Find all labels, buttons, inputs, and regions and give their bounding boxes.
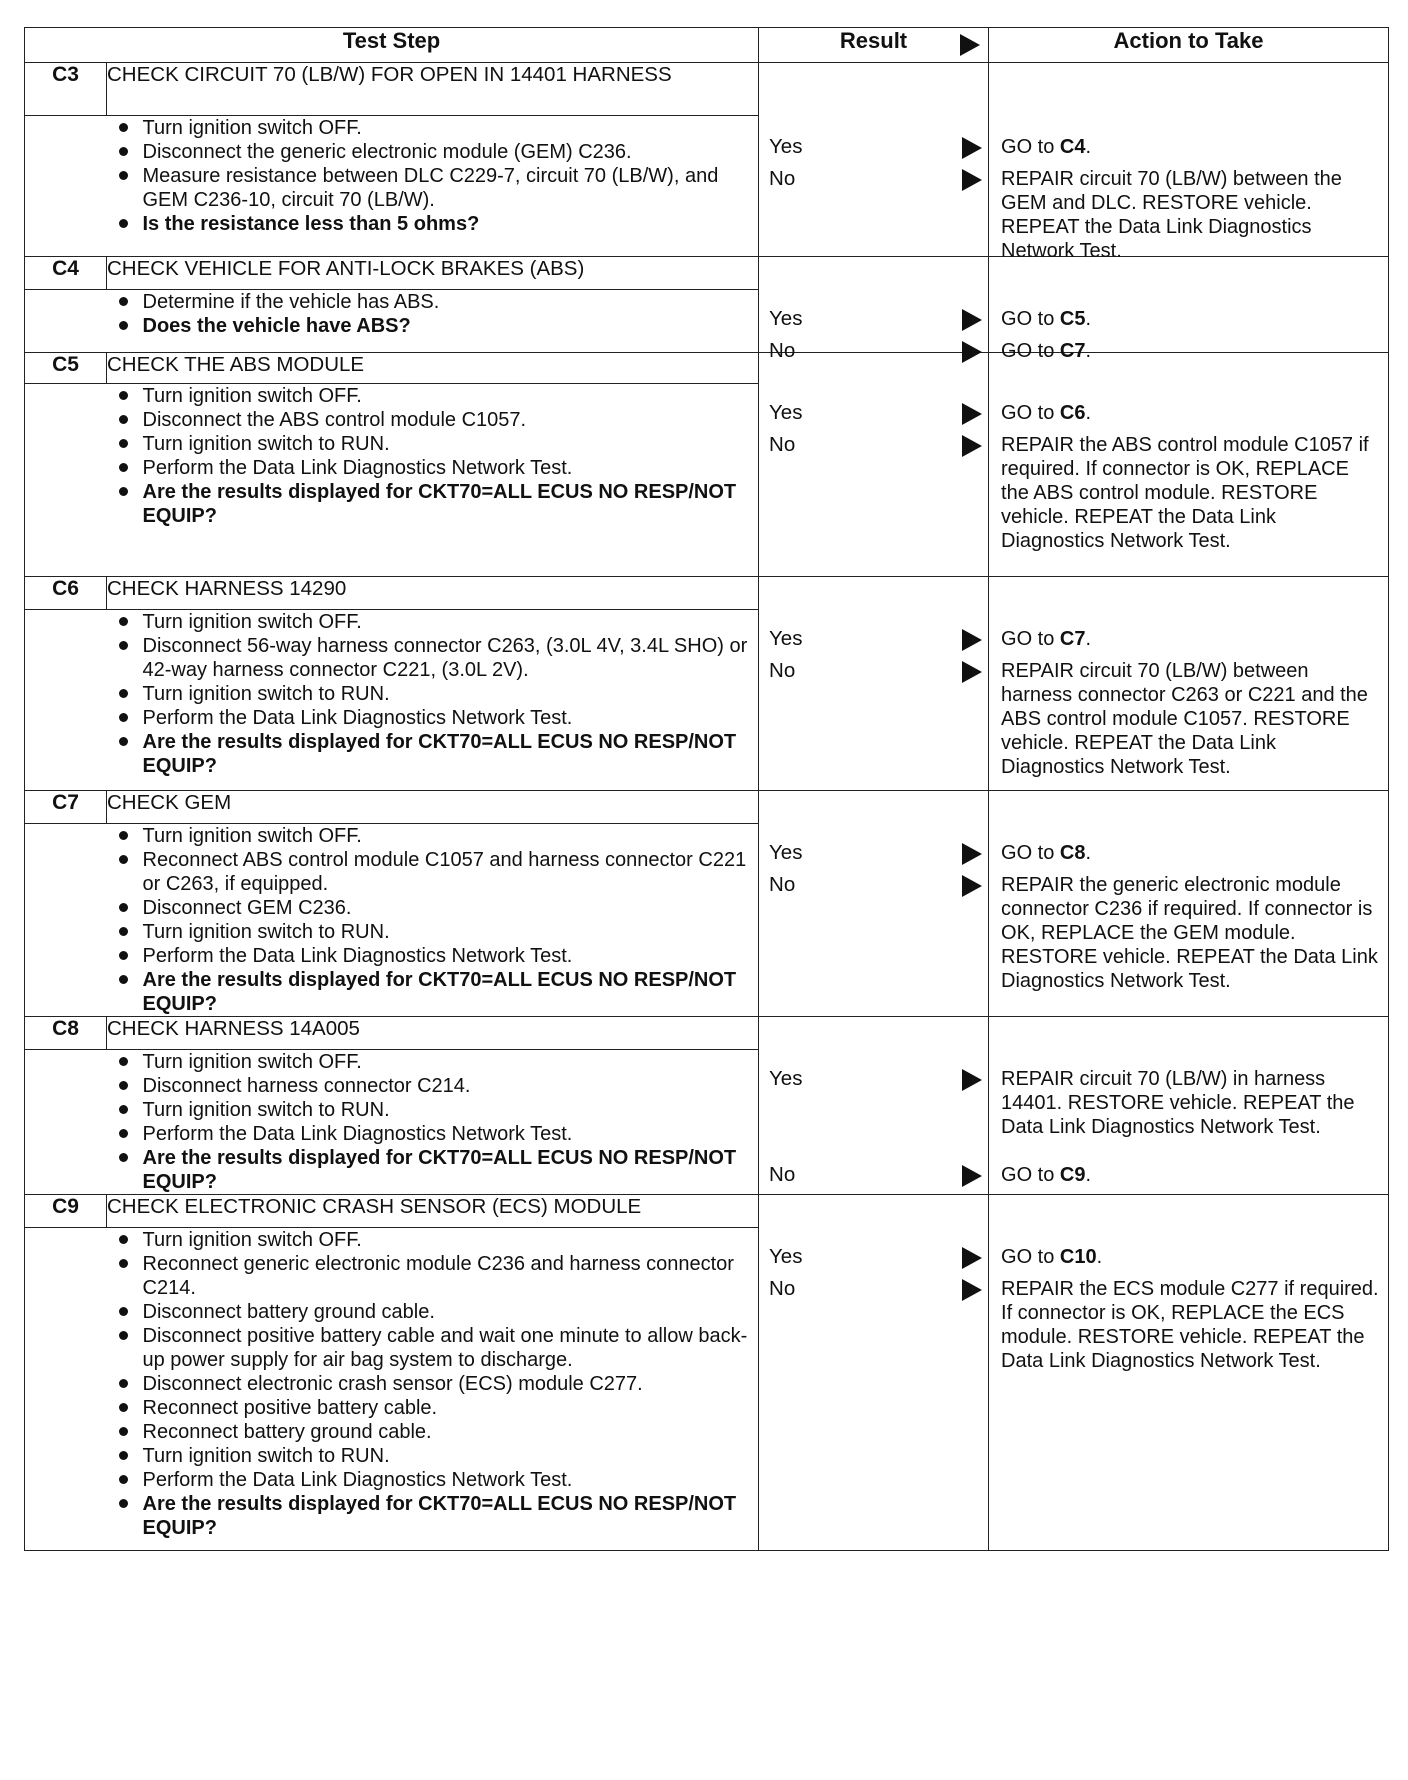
- step-id: C5: [25, 353, 107, 384]
- action-text-main: GO to: [1001, 136, 1060, 158]
- result-list: [759, 353, 988, 575]
- result-list: [759, 577, 988, 789]
- instruction-question: Is the resistance less than 5 ohms?: [107, 212, 759, 236]
- result-label: No: [769, 167, 796, 190]
- instruction-list: [107, 1228, 759, 1540]
- step-indent: [25, 290, 107, 353]
- result-row-no: [759, 653, 988, 689]
- step-id: C4: [25, 257, 107, 290]
- action-cell: [989, 63, 1389, 262]
- result-label: No: [769, 433, 796, 456]
- table-header-row: [25, 28, 1389, 63]
- action-text: [989, 1067, 1388, 1139]
- instruction-item: Reconnect generic electronic module C236 and harness connector C214.: [107, 1252, 759, 1300]
- instruction-item: Turn ignition switch to RUN.: [107, 432, 759, 456]
- result-row-yes: [759, 1239, 988, 1275]
- instruction-list: [107, 824, 759, 1016]
- action-text: [989, 135, 1388, 159]
- action-text-tail: .: [1096, 1246, 1103, 1268]
- step-title: CHECK CIRCUIT 70 (LB/W) FOR OPEN IN 14401 HARNESS: [107, 63, 759, 116]
- instruction-item: Measure resistance between DLC C229-7, circuit 70 (LB/W), and GEM C236-10, circuit 70 (LB/W).: [107, 164, 759, 212]
- action-goto-step: C8: [1059, 842, 1086, 864]
- step-row-c7: [25, 791, 1389, 824]
- result-list: [759, 791, 988, 1011]
- action-cell: [989, 1195, 1389, 1551]
- step-row-c8: [25, 1017, 1389, 1050]
- result-label: No: [769, 659, 796, 682]
- result-label: Yes: [769, 401, 803, 424]
- result-label: Yes: [769, 135, 803, 158]
- action-text: [989, 167, 1388, 263]
- action-text: [989, 873, 1388, 993]
- action-text-main: GO to: [1001, 402, 1060, 424]
- action-list: [989, 791, 1388, 1011]
- instruction-item: Turn ignition switch to RUN.: [107, 1098, 759, 1122]
- result-cell: [759, 63, 989, 257]
- result-cell: [759, 257, 989, 362]
- action-text-main: GO to: [1001, 628, 1060, 650]
- action-goto-step: C5: [1059, 308, 1086, 330]
- instruction-item: Turn ignition switch to RUN.: [107, 682, 759, 706]
- result-label: Yes: [769, 841, 803, 864]
- instruction-item: Turn ignition switch to RUN.: [107, 1444, 759, 1468]
- step-title: CHECK HARNESS 14290: [107, 577, 759, 610]
- step-id: C3: [25, 63, 107, 116]
- action-cell: [989, 1017, 1389, 1195]
- instruction-list: [107, 116, 759, 236]
- step-indent: [25, 824, 107, 1017]
- instruction-item: Perform the Data Link Diagnostics Network Test.: [107, 1468, 759, 1492]
- step-id: C6: [25, 577, 107, 610]
- step-row-c6: [25, 577, 1389, 610]
- instruction-question: Are the results displayed for CKT70=ALL ECUS NO RESP/NOT EQUIP?: [107, 480, 759, 528]
- result-label: No: [769, 339, 796, 362]
- header-result: [759, 28, 989, 63]
- result-list: [759, 1017, 988, 1186]
- result-row-yes: [759, 395, 988, 431]
- step-row-c9: [25, 1195, 1389, 1228]
- result-label: No: [769, 1277, 796, 1300]
- header-result-label: Result: [839, 28, 908, 53]
- action-goto-step: C7: [1059, 628, 1086, 650]
- action-cell: [989, 577, 1389, 791]
- action-text-main: REPAIR the generic electronic module connector C236 if required. If connector is OK, REPLACE the GEM module. RESTORE vehicle. REPEAT the Data Link Diagnostics Network Test.: [1001, 874, 1378, 992]
- instruction-item: Disconnect battery ground cable.: [107, 1300, 759, 1324]
- action-text: [989, 1277, 1388, 1373]
- action-goto-step: C10: [1059, 1246, 1097, 1268]
- instruction-question: Are the results displayed for CKT70=ALL ECUS NO RESP/NOT EQUIP?: [107, 1146, 759, 1194]
- arrow-right-icon: [962, 1279, 982, 1301]
- result-cell: [759, 1195, 989, 1551]
- instruction-item: Disconnect the generic electronic module (GEM) C236.: [107, 140, 759, 164]
- action-text-tail: .: [1085, 1164, 1092, 1186]
- step-title: CHECK GEM: [107, 791, 759, 824]
- instruction-item: Perform the Data Link Diagnostics Network Test.: [107, 1122, 759, 1146]
- step-row-c5: [25, 353, 1389, 384]
- result-list: [759, 257, 988, 362]
- action-text-tail: .: [1085, 308, 1092, 330]
- result-label: Yes: [769, 307, 803, 330]
- action-list: [989, 1195, 1388, 1549]
- step-instructions: [107, 1228, 759, 1551]
- arrow-right-icon: [962, 403, 982, 425]
- action-text-main: REPAIR circuit 70 (LB/W) between the GEM and DLC. RESTORE vehicle. REPEAT the Data Link Diagnostics Network Test.: [1001, 168, 1342, 262]
- result-row-no: [759, 867, 988, 903]
- instruction-list: [107, 1050, 759, 1194]
- instruction-item: Disconnect 56-way harness connector C263, (3.0L 4V, 3.4L SHO) or 42-way harness connector C221, (3.0L 2V).: [107, 634, 759, 682]
- result-label: Yes: [769, 1245, 803, 1268]
- instruction-list: [107, 290, 759, 338]
- action-text-main: REPAIR the ABS control module C1057 if required. If connector is OK, REPLACE the ABS control module. RESTORE vehicle. REPEAT the Data Link Diagnostics Network Test.: [1001, 434, 1369, 552]
- step-instructions: [107, 824, 759, 1017]
- instruction-item: Turn ignition switch to RUN.: [107, 920, 759, 944]
- instruction-item: Turn ignition switch OFF.: [107, 610, 759, 634]
- step-row-c4: [25, 257, 1389, 290]
- action-text: [989, 401, 1388, 425]
- instruction-item: Reconnect positive battery cable.: [107, 1396, 759, 1420]
- result-cell: [759, 353, 989, 577]
- action-text-tail: .: [1085, 402, 1092, 424]
- arrow-right-icon: [962, 629, 982, 651]
- result-label: No: [769, 873, 796, 896]
- instruction-item: Disconnect GEM C236.: [107, 896, 759, 920]
- header-test-step: Test Step: [25, 28, 759, 63]
- table-body: [25, 63, 1389, 1551]
- action-goto-step: C7: [1059, 340, 1086, 362]
- action-text: [989, 1245, 1388, 1269]
- instruction-item: Turn ignition switch OFF.: [107, 1050, 759, 1074]
- action-text-main: GO to: [1001, 842, 1060, 864]
- diagnostic-table: [24, 27, 1389, 1551]
- instruction-question: Are the results displayed for CKT70=ALL ECUS NO RESP/NOT EQUIP?: [107, 730, 759, 778]
- action-cell: [989, 791, 1389, 1017]
- step-title: CHECK THE ABS MODULE: [107, 353, 759, 384]
- diagnostic-table-sheet: [24, 27, 1388, 1551]
- header-action: Action to Take: [989, 28, 1389, 63]
- action-list: [989, 1017, 1388, 1186]
- result-row-no: [759, 427, 988, 463]
- result-list: [759, 63, 988, 255]
- step-row-c3: [25, 63, 1389, 116]
- action-text-tail: .: [1085, 340, 1092, 362]
- result-list: [759, 1195, 988, 1549]
- instruction-list: [107, 610, 759, 778]
- action-goto-step: C9: [1059, 1164, 1086, 1186]
- step-indent: [25, 1050, 107, 1195]
- arrow-right-icon: [960, 34, 980, 56]
- action-text-tail: .: [1085, 842, 1092, 864]
- step-indent: [25, 1228, 107, 1551]
- step-instructions: [107, 290, 759, 353]
- result-row-yes: [759, 301, 988, 337]
- result-row-yes: [759, 621, 988, 657]
- action-text: [989, 841, 1388, 865]
- arrow-right-icon: [962, 169, 982, 191]
- result-row-no: [759, 161, 988, 197]
- action-list: [989, 63, 1388, 262]
- action-text-main: REPAIR circuit 70 (LB/W) between harness connector C263 or C221 and the ABS control module C1057. RESTORE vehicle. REPEAT the Data Link Diagnostics Network Test.: [1001, 660, 1368, 778]
- action-cell: [989, 353, 1389, 577]
- action-text: [989, 627, 1388, 651]
- step-title: CHECK VEHICLE FOR ANTI-LOCK BRAKES (ABS): [107, 257, 759, 290]
- action-text-main: GO to: [1001, 308, 1060, 330]
- arrow-right-icon: [962, 137, 982, 159]
- action-text: [989, 307, 1388, 331]
- instruction-item: Disconnect the ABS control module C1057.: [107, 408, 759, 432]
- action-text: [989, 433, 1388, 553]
- arrow-right-icon: [962, 661, 982, 683]
- instruction-item: Perform the Data Link Diagnostics Network Test.: [107, 944, 759, 968]
- action-cell: [989, 257, 1389, 362]
- step-instructions: [107, 116, 759, 257]
- action-list: [989, 257, 1388, 362]
- action-text-tail: .: [1085, 628, 1092, 650]
- instruction-item: Turn ignition switch OFF.: [107, 1228, 759, 1252]
- instruction-item: Disconnect positive battery cable and wait one minute to allow back-up power supply for air bag system to discharge.: [107, 1324, 759, 1372]
- result-row-yes: [759, 835, 988, 871]
- instruction-item: Perform the Data Link Diagnostics Network Test.: [107, 706, 759, 730]
- arrow-right-icon: [962, 1247, 982, 1269]
- result-row-yes: [759, 129, 988, 165]
- result-label: Yes: [769, 1067, 803, 1090]
- result-cell: [759, 1017, 989, 1195]
- result-row-no: [759, 1157, 988, 1193]
- arrow-right-icon: [962, 843, 982, 865]
- instruction-item: Reconnect battery ground cable.: [107, 1420, 759, 1444]
- result-row-no: [759, 1271, 988, 1307]
- step-indent: [25, 610, 107, 791]
- instruction-item: Reconnect ABS control module C1057 and harness connector C221 or C263, if equipped.: [107, 848, 759, 896]
- instruction-item: Determine if the vehicle has ABS.: [107, 290, 759, 314]
- instruction-item: Disconnect electronic crash sensor (ECS) module C277.: [107, 1372, 759, 1396]
- step-instructions: [107, 1050, 759, 1195]
- arrow-right-icon: [962, 1165, 982, 1187]
- step-id: C9: [25, 1195, 107, 1228]
- arrow-right-icon: [962, 1069, 982, 1091]
- action-text-main: REPAIR circuit 70 (LB/W) in harness 14401. RESTORE vehicle. REPEAT the Data Link Diagnostics Network Test.: [1001, 1068, 1355, 1138]
- action-goto-step: C6: [1059, 402, 1086, 424]
- instruction-question: Are the results displayed for CKT70=ALL ECUS NO RESP/NOT EQUIP?: [107, 968, 759, 1016]
- arrow-right-icon: [962, 309, 982, 331]
- step-instructions: [107, 610, 759, 791]
- step-title: CHECK ELECTRONIC CRASH SENSOR (ECS) MODULE: [107, 1195, 759, 1228]
- action-text: [989, 1163, 1388, 1187]
- action-text-main: GO to: [1001, 1164, 1060, 1186]
- instruction-item: Turn ignition switch OFF.: [107, 384, 759, 408]
- instruction-item: Turn ignition switch OFF.: [107, 824, 759, 848]
- instruction-item: Turn ignition switch OFF.: [107, 116, 759, 140]
- result-cell: [759, 791, 989, 1017]
- action-text-tail: .: [1085, 136, 1092, 158]
- result-label: Yes: [769, 627, 803, 650]
- action-list: [989, 353, 1388, 575]
- step-indent: [25, 116, 107, 257]
- step-indent: [25, 384, 107, 577]
- step-instructions: [107, 384, 759, 577]
- action-text-main: GO to: [1001, 1246, 1060, 1268]
- result-cell: [759, 577, 989, 791]
- step-id: C8: [25, 1017, 107, 1050]
- arrow-right-icon: [962, 435, 982, 457]
- instruction-list: [107, 384, 759, 528]
- step-id: C7: [25, 791, 107, 824]
- instruction-item: Disconnect harness connector C214.: [107, 1074, 759, 1098]
- action-text-main: REPAIR the ECS module C277 if required. If connector is OK, REPLACE the ECS module. RESTORE vehicle. REPEAT the Data Link Diagnostics Network Test.: [1001, 1278, 1379, 1372]
- action-text-main: GO to: [1001, 340, 1060, 362]
- step-title: CHECK HARNESS 14A005: [107, 1017, 759, 1050]
- arrow-right-icon: [962, 875, 982, 897]
- action-list: [989, 577, 1388, 789]
- action-goto-step: C4: [1059, 136, 1086, 158]
- instruction-question: Does the vehicle have ABS?: [107, 314, 759, 338]
- instruction-question: Are the results displayed for CKT70=ALL ECUS NO RESP/NOT EQUIP?: [107, 1492, 759, 1540]
- instruction-item: Perform the Data Link Diagnostics Network Test.: [107, 456, 759, 480]
- result-row-yes: [759, 1061, 988, 1097]
- result-label: No: [769, 1163, 796, 1186]
- action-text: [989, 659, 1388, 779]
